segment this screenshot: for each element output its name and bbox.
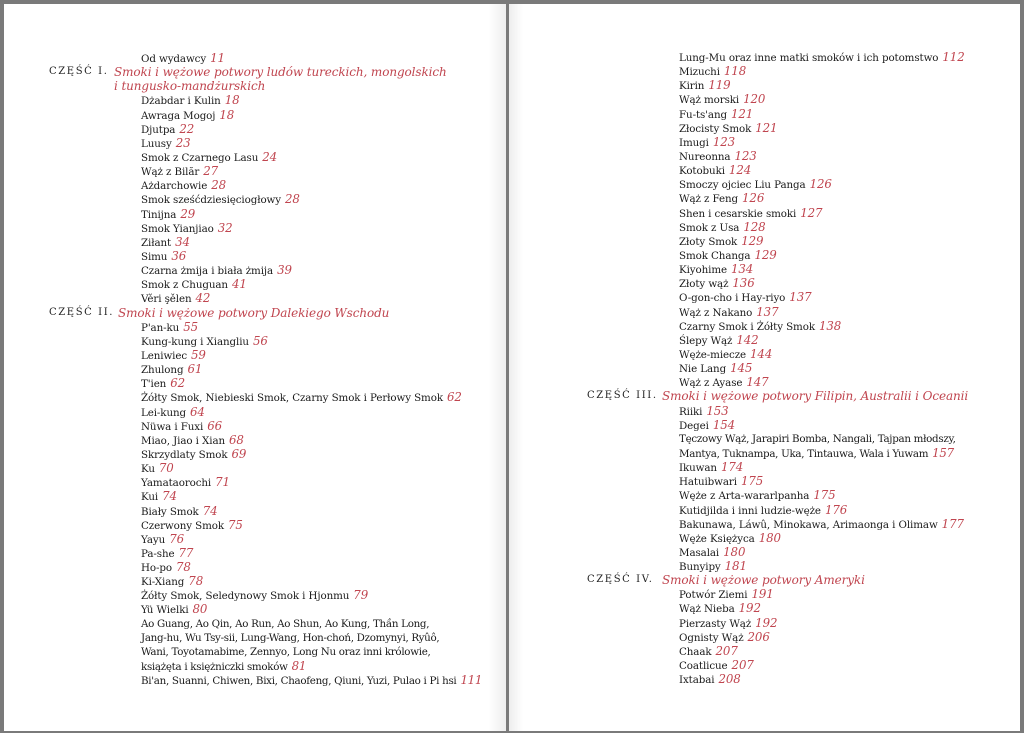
toc-page-number: 11 xyxy=(210,51,225,65)
toc-left xyxy=(49,51,483,688)
toc-entry[interactable] xyxy=(679,587,968,601)
toc-entry-title: Dżabdar i Kulin xyxy=(141,95,221,108)
toc-entry-title: Kung-kung i Xiangliu xyxy=(141,335,249,348)
toc-page-number: 174 xyxy=(720,460,744,475)
toc-entry-title: Nüwa i Fuxi xyxy=(141,420,204,433)
toc-entry[interactable] xyxy=(679,64,968,78)
toc-entry[interactable] xyxy=(141,334,482,348)
part-heading-4[interactable] xyxy=(587,573,968,588)
toc-entry-title: Ziłant xyxy=(141,236,172,249)
toc-entry-title: Tinijna xyxy=(141,208,177,221)
toc-entry-title: P'an-ku xyxy=(141,321,180,334)
toc-entry[interactable] xyxy=(679,404,968,418)
toc-page-number: 137 xyxy=(756,304,779,319)
toc-entry-title: Ho-po xyxy=(141,562,172,575)
toc-entry-title: Fu-ts'ang xyxy=(679,108,727,121)
toc-entry[interactable] xyxy=(679,220,968,234)
part2-continued-entries xyxy=(679,50,968,389)
toc-page-number: 56 xyxy=(252,333,268,348)
toc-entry[interactable] xyxy=(679,333,968,347)
toc-multi-entry[interactable] xyxy=(679,432,968,460)
toc-page-number: 121 xyxy=(755,120,778,135)
toc-entry-title: Kirin xyxy=(679,80,705,93)
toc-entry-title: Lei-kung xyxy=(141,406,186,419)
toc-entry-title: Ixtabai xyxy=(679,674,715,687)
toc-entry[interactable] xyxy=(679,545,968,559)
toc-entry[interactable] xyxy=(679,517,968,531)
toc-entry[interactable] xyxy=(141,390,482,404)
toc-entry[interactable] xyxy=(141,461,482,475)
toc-entry[interactable] xyxy=(679,630,968,644)
toc-page-number: 66 xyxy=(207,418,223,433)
toc-page-number: 70 xyxy=(158,461,174,476)
toc-entry-title: Miao, Jiao i Xian xyxy=(141,434,226,447)
toc-page-number: 22 xyxy=(179,121,195,136)
toc-page-number: 62 xyxy=(446,390,462,405)
toc-page-number: 123 xyxy=(712,134,736,149)
toc-entry-title: Pa-she xyxy=(141,547,175,560)
toc-entry[interactable] xyxy=(679,107,968,121)
toc-page-number: 129 xyxy=(741,233,764,248)
toc-page-number: 27 xyxy=(203,164,219,179)
toc-entry[interactable] xyxy=(679,50,968,64)
toc-page-number: 119 xyxy=(708,78,731,93)
toc-page-number: 136 xyxy=(732,276,755,291)
part-label: CZĘŚĆ IV. xyxy=(587,574,654,586)
toc-entry[interactable] xyxy=(679,361,968,375)
toc-entry-title: Wąż z Feng xyxy=(679,193,739,206)
toc-page-number: 180 xyxy=(723,544,746,559)
toc-entry[interactable] xyxy=(141,291,482,305)
toc-entry-title: Smok sześćdziesięciogłowy xyxy=(141,194,281,207)
toc-entry-title: Wąż z Bilăr xyxy=(141,166,200,179)
toc-entry-title: Ku xyxy=(141,463,155,476)
toc-entry[interactable] xyxy=(679,290,968,304)
toc-page-number: 18 xyxy=(224,93,240,108)
toc-entry-title: Kutidjilda i inni ludzie-węże xyxy=(679,504,821,517)
toc-page-number: 29 xyxy=(180,206,196,221)
toc-page-number: 59 xyxy=(191,347,206,362)
toc-entry-title: Nureonna xyxy=(679,150,731,163)
toc-entry[interactable] xyxy=(679,234,968,248)
toc-entry[interactable] xyxy=(679,418,968,432)
toc-entry[interactable] xyxy=(679,503,968,517)
toc-page-number: 137 xyxy=(789,290,812,305)
toc-page-number: 74 xyxy=(162,489,177,504)
toc-entry[interactable] xyxy=(141,136,482,150)
toc-multi-line: Wani, Toyotamabime, Zennyo, Long Nu oraz inni królowie, xyxy=(141,645,431,658)
toc-entry-title: Bakunawa, Láwû, Minokawa, Arimaonga i Olimaw xyxy=(679,518,938,531)
toc-entry-intro[interactable] xyxy=(141,51,482,65)
toc-page-number: 147 xyxy=(746,375,769,390)
toc-entry-title: Hatuibwari xyxy=(679,476,737,489)
toc-entry-title: Skrzydlaty Smok xyxy=(141,448,228,461)
toc-page-number: 138 xyxy=(818,318,842,333)
toc-entry[interactable] xyxy=(141,419,482,433)
toc-entry-title: Ślepy Wąż xyxy=(679,334,733,347)
toc-entry-title: Węże-miecze xyxy=(679,348,747,361)
toc-page-number: 120 xyxy=(743,92,766,107)
toc-entry[interactable] xyxy=(679,276,968,290)
part-heading-3[interactable] xyxy=(587,389,969,404)
toc-entry-title: Degei xyxy=(679,419,709,432)
part1-entries xyxy=(141,93,482,305)
toc-entry[interactable] xyxy=(141,235,482,249)
toc-entry[interactable] xyxy=(679,305,968,319)
toc-entry-title: Yayu xyxy=(141,533,166,546)
toc-entry[interactable] xyxy=(141,518,482,532)
toc-page-number: 69 xyxy=(231,446,247,461)
toc-page-number: 78 xyxy=(175,560,191,575)
toc-page-number: 81 xyxy=(291,659,307,674)
gutter-shadow xyxy=(509,4,523,731)
toc-page-number: 111 xyxy=(460,673,483,688)
toc-page-number: 153 xyxy=(706,403,729,418)
toc-entry-title: Zhulong xyxy=(141,364,184,377)
toc-right xyxy=(587,50,969,687)
toc-entry-title: Smok Changa xyxy=(679,249,751,262)
toc-entry[interactable] xyxy=(141,108,482,122)
toc-page-number: 62 xyxy=(170,376,186,391)
toc-entry[interactable] xyxy=(679,121,968,135)
toc-entry[interactable] xyxy=(141,376,482,390)
toc-entry-title: Żółty Smok, Niebieski Smok, Czarny Smok i Perłowy Smok xyxy=(141,392,443,405)
toc-entry[interactable] xyxy=(141,447,482,461)
toc-page-number: 157 xyxy=(932,445,954,460)
toc-page-number: 71 xyxy=(215,475,230,490)
toc-entry[interactable] xyxy=(679,474,968,488)
toc-page-number: 208 xyxy=(718,672,741,687)
part4-entries xyxy=(679,587,968,686)
right-page xyxy=(509,4,1020,731)
toc-page-number: 74 xyxy=(202,503,218,518)
toc-entry[interactable] xyxy=(141,405,482,419)
toc-entry[interactable] xyxy=(141,433,482,447)
toc-page-number: 124 xyxy=(728,163,752,178)
toc-entry[interactable] xyxy=(679,262,968,276)
toc-page-number: 191 xyxy=(751,587,774,602)
toc-entry[interactable] xyxy=(679,375,968,389)
toc-page-number: 118 xyxy=(723,64,747,79)
toc-entry-title: Smok z Czarnego Lasu xyxy=(141,151,259,164)
toc-page-number: 177 xyxy=(941,516,964,531)
toc-multi-line: książęta i księżniczki smoków xyxy=(141,661,288,674)
toc-multi-entry[interactable] xyxy=(141,617,482,674)
toc-entry[interactable] xyxy=(679,644,968,658)
toc-entry[interactable] xyxy=(679,488,968,502)
toc-page-number: 127 xyxy=(800,205,823,220)
toc-page-number: 207 xyxy=(731,658,754,673)
toc-entry-title: Węże Księżyca xyxy=(679,532,755,545)
toc-entry-title: Smok Yianjiao xyxy=(141,222,214,235)
part-label: CZĘŚĆ II. xyxy=(49,306,115,318)
toc-entry[interactable] xyxy=(141,207,482,221)
toc-page-number: 77 xyxy=(178,545,194,560)
toc-entry-title: Shen i cesarskie smoki xyxy=(679,207,797,220)
part-title: Smoki i wężowe potwory ludów tureckich, mongolskich xyxy=(114,65,447,80)
toc-entry-title: Djutpa xyxy=(141,123,176,136)
toc-entry[interactable] xyxy=(679,191,968,205)
toc-entry[interactable] xyxy=(141,192,482,206)
toc-entry-title: Potwór Ziemi xyxy=(679,589,748,602)
toc-page-number: 123 xyxy=(734,148,757,163)
toc-entry[interactable] xyxy=(141,546,482,560)
toc-entry-title: Ki-Xiang xyxy=(141,576,185,589)
toc-page-number: 175 xyxy=(813,488,836,503)
toc-page-number: 24 xyxy=(262,149,278,164)
toc-entry-title: Smoczy ojciec Liu Panga xyxy=(679,179,806,192)
toc-entry[interactable] xyxy=(141,532,482,546)
toc-entry-title: Ażdarchowie xyxy=(141,180,208,193)
toc-multi-line: Tęczowy Wąż, Jarapiri Bomba, Nangali, Tajpan młodszy, xyxy=(679,432,956,445)
toc-entry-title: Ognisty Wąż xyxy=(679,631,744,644)
part-heading-2[interactable] xyxy=(49,305,482,320)
toc-entry[interactable] xyxy=(679,248,968,262)
toc-entry-title: Żółty Smok, Seledynowy Smok i Hjonmu xyxy=(141,590,350,603)
toc-entry[interactable] xyxy=(141,588,482,602)
part-title: Smoki i wężowe potwory Filipin, Australii i Oceanii xyxy=(662,389,969,404)
toc-page-number: 192 xyxy=(738,601,761,616)
toc-entry-title: Pierzasty Wąż xyxy=(679,617,752,630)
toc-entry-title: Bi'an, Suanni, Chiwen, Bixi, Chaofeng, Qiuni, Yuzi, Pulao i Pi hsi xyxy=(141,675,457,688)
toc-page-number: 23 xyxy=(175,135,191,150)
part3-entries-a xyxy=(679,404,968,432)
toc-entry[interactable] xyxy=(679,319,968,333)
toc-entry[interactable] xyxy=(141,602,482,616)
toc-page-number: 68 xyxy=(229,432,244,447)
toc-page-number: 176 xyxy=(824,502,848,517)
toc-entry-title: Masalai xyxy=(679,546,720,559)
part-heading-1[interactable] xyxy=(49,65,482,80)
toc-entry-title: Kui xyxy=(141,491,159,504)
toc-page-number: 154 xyxy=(712,417,736,432)
toc-page-number: 64 xyxy=(190,404,205,419)
toc-entry-title: Od wydawcy xyxy=(141,53,207,65)
toc-page-number: 61 xyxy=(187,362,203,377)
toc-entry-title: Imugi xyxy=(679,136,709,149)
toc-page-number: 78 xyxy=(188,574,204,589)
toc-page-number: 79 xyxy=(353,588,369,603)
toc-page-number: 55 xyxy=(183,319,198,334)
toc-entry-title: Nie Lang xyxy=(679,363,727,376)
toc-page-number: 41 xyxy=(231,277,247,292)
toc-entry-title: Złoty wąż xyxy=(679,278,729,291)
toc-entry-title: Yü Wielki xyxy=(141,604,189,617)
toc-page-number: 181 xyxy=(724,559,747,574)
toc-entry[interactable] xyxy=(141,122,482,136)
toc-entry-title: O-gon-cho i Hay-riyo xyxy=(679,292,786,305)
toc-entry-title: Simu xyxy=(141,250,168,263)
toc-entry-title: Věri şělen xyxy=(141,293,192,306)
toc-entry[interactable] xyxy=(141,93,482,107)
left-page xyxy=(4,4,506,731)
part-label: CZĘŚĆ I. xyxy=(49,66,109,78)
toc-page-number: 80 xyxy=(192,602,208,617)
toc-entry[interactable] xyxy=(141,249,482,263)
toc-entry-title: Ikuwan xyxy=(679,462,717,475)
toc-entry[interactable] xyxy=(679,616,968,630)
toc-entry-title: Smok z Chuguan xyxy=(141,279,228,292)
toc-entry[interactable] xyxy=(679,149,968,163)
toc-entry-title: Chaak xyxy=(679,645,712,658)
toc-entry-title: Czerwony Smok xyxy=(141,519,225,532)
toc-entry[interactable] xyxy=(141,263,482,277)
toc-entry-title: Luusy xyxy=(141,137,172,150)
toc-entry[interactable] xyxy=(679,163,968,177)
toc-entry[interactable] xyxy=(679,672,968,686)
toc-multi-line-last xyxy=(679,446,968,460)
toc-page-number: 42 xyxy=(195,291,211,306)
toc-entry[interactable] xyxy=(679,658,968,672)
toc-page-number: 145 xyxy=(730,361,753,376)
toc-page-number: 128 xyxy=(743,219,766,234)
part-heading-1-continued xyxy=(114,79,482,94)
toc-page-number: 144 xyxy=(750,346,773,361)
toc-entry-title: Wąż Nieba xyxy=(679,603,735,616)
toc-page-number: 36 xyxy=(171,248,187,263)
toc-entry-title: Lung-Mu oraz inne matki smoków i ich potomstwo xyxy=(679,52,939,64)
toc-entry[interactable] xyxy=(679,135,968,149)
toc-entry[interactable] xyxy=(141,164,482,178)
toc-page-number: 206 xyxy=(747,629,770,644)
toc-entry[interactable] xyxy=(679,559,968,573)
toc-entry-title: Leniwiec xyxy=(141,349,188,362)
toc-entry[interactable] xyxy=(141,277,482,291)
toc-entry[interactable] xyxy=(679,78,968,92)
part2-entries xyxy=(141,320,482,617)
part-title: Smoki i wężowe potwory Ameryki xyxy=(662,573,865,588)
toc-page-number: 192 xyxy=(755,615,778,630)
toc-multi-line: Mantya, Tuknampa, Uka, Tintauwa, Wala i Yuwam xyxy=(679,447,929,460)
toc-entry-title: Kotobuki xyxy=(679,165,725,178)
toc-entry[interactable] xyxy=(679,601,968,615)
part3-entries-b xyxy=(679,460,968,573)
toc-entry-title: Złoty Smok xyxy=(679,235,738,248)
toc-page-number: 134 xyxy=(731,262,754,277)
toc-entry[interactable] xyxy=(141,475,482,489)
toc-page-number: 76 xyxy=(169,531,184,546)
toc-entry-title: Kiyohime xyxy=(679,264,727,277)
toc-entry-title: Czarna żmija i biała żmija xyxy=(141,265,274,278)
toc-entry[interactable] xyxy=(141,178,482,192)
toc-page-number: 18 xyxy=(219,107,235,122)
toc-entry[interactable] xyxy=(141,221,482,235)
toc-page-number: 129 xyxy=(754,247,777,262)
toc-entry-title: Yamataorochi xyxy=(141,477,212,490)
toc-page-number: 142 xyxy=(736,332,759,347)
toc-entry[interactable] xyxy=(679,460,968,474)
toc-page-number: 126 xyxy=(742,191,765,206)
toc-entry-title: Riiki xyxy=(679,405,703,418)
toc-multi-line-last xyxy=(141,659,482,673)
toc-entry-title: Czarny Smok i Żółty Smok xyxy=(679,320,815,333)
toc-page-number: 126 xyxy=(809,177,832,192)
toc-entry-title: Smok z Usa xyxy=(679,221,740,234)
toc-entry[interactable] xyxy=(679,206,968,220)
toc-entry[interactable] xyxy=(141,504,482,518)
toc-entry-title: Awraga Mogoj xyxy=(141,109,216,122)
toc-entry-title: Złocisty Smok xyxy=(679,122,752,135)
toc-entry[interactable] xyxy=(141,150,482,164)
part-title: Smoki i wężowe potwory Dalekiego Wschodu xyxy=(118,305,390,320)
toc-page-number: 207 xyxy=(715,643,738,658)
part-label: CZĘŚĆ III. xyxy=(587,390,658,402)
toc-entry-title: Mizuchi xyxy=(679,66,720,79)
toc-entry[interactable] xyxy=(141,574,482,588)
gutter-shadow xyxy=(488,4,506,731)
toc-entry[interactable] xyxy=(679,531,968,545)
toc-multi-line: Ao Guang, Ao Qin, Ao Run, Ao Shun, Ao Kung, Thần Long, xyxy=(141,617,430,630)
toc-entry-title: Bunyipy xyxy=(679,561,721,574)
toc-entry[interactable] xyxy=(141,320,482,334)
toc-page-number: 32 xyxy=(217,220,233,235)
toc-entry-title: Wąż z Ayase xyxy=(679,377,743,390)
toc-entry-title: Coatlicue xyxy=(679,660,728,673)
part-title-line2: i tungusko-mandżurskich xyxy=(114,79,266,94)
toc-page-number: 75 xyxy=(228,517,243,532)
toc-entry-title: Węże z Arta-wararlpanha xyxy=(679,490,810,503)
toc-entry[interactable] xyxy=(141,348,482,362)
toc-entry[interactable] xyxy=(141,489,482,503)
toc-entry-title: Wąż morski xyxy=(679,94,740,107)
toc-page-number: 28 xyxy=(284,192,300,207)
toc-entry[interactable] xyxy=(141,560,482,574)
toc-page-number: 112 xyxy=(942,50,965,64)
toc-page-number: 180 xyxy=(758,530,781,545)
toc-page-number: 34 xyxy=(175,234,190,249)
toc-entry-last[interactable] xyxy=(141,673,482,687)
toc-entry[interactable] xyxy=(679,177,968,191)
toc-entry[interactable] xyxy=(679,92,968,106)
toc-entry[interactable] xyxy=(141,362,482,376)
toc-entry-title: Wąż z Nakano xyxy=(679,306,753,319)
toc-entry[interactable] xyxy=(679,347,968,361)
toc-entry-title: Biały Smok xyxy=(141,505,199,518)
toc-entry-title: T'ien xyxy=(141,378,167,391)
toc-multi-line: Jang-hu, Wu Tsy-sii, Lung-Wang, Hon-choń, Dzomynyi, Ryûô, xyxy=(141,631,440,644)
toc-page-number: 39 xyxy=(277,263,292,278)
toc-page-number: 121 xyxy=(730,106,754,121)
toc-page-number: 175 xyxy=(740,474,764,489)
toc-page-number: 28 xyxy=(211,178,227,193)
